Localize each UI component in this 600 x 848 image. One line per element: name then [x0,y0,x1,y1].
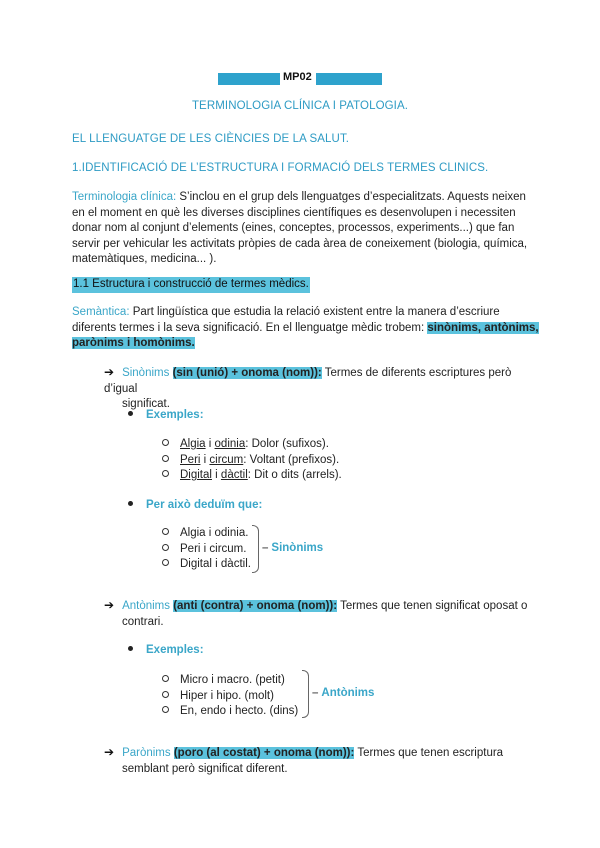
list-item: Algia i odinia: Dolor (sufixos). [162,437,342,453]
document-title: TERMINOLOGIA CLÍNICA I PATOLOGIA. [191,100,409,112]
semantica-highlight-1: sinònims, antònims, [427,321,539,334]
list-item [162,557,251,573]
semantica-paragraph [72,305,542,352]
header-bar-left [218,73,280,85]
intro-line-4: servir per vehicular les activitats pròpies de cada àrea de coneixement (biologia, química, [72,237,528,250]
antonims-item [104,598,534,630]
antonims-examples-label-row [128,643,204,659]
sinonims-deduce-list [162,526,251,573]
example-term-a: Peri [180,453,201,466]
filled-bullet-icon [128,501,133,506]
sinonims-brace-label: – Sinònims [262,542,324,554]
list-item [162,704,298,720]
intro-line-1: S’inclou en el grup dels llenguatges d’especialitzats. Aquests neixen [179,191,526,203]
semantica-label: Semàntica: [72,306,130,318]
semantica-line-1: Part lingüística que estudia la relació existent entre la manera d’escriure [132,306,500,318]
sinonims-examples-list [162,437,342,484]
list-item: Peri i circum: Voltant (prefixos). [162,453,342,469]
sinonims-deduce-label: Per això deduïm que: [146,499,263,511]
example-term-a: Algia [180,438,206,450]
hollow-circle-icon [162,439,169,446]
paronims-def-2: semblant però significat diferent. [122,762,288,775]
hollow-circle-icon [162,559,169,566]
list-item [162,689,298,705]
right-arrow-icon: ➔ [104,745,115,759]
sinonims-def-1: Termes de diferents escriptures però d’igual [104,367,512,395]
semantica-highlight-2: parònims i homònims. [72,337,195,349]
subsection-heading [72,162,488,174]
list-item-text: Algia i odinia. [180,527,249,539]
intro-label: Terminologia clínica: [72,191,177,203]
example-term-a: Digital [180,469,212,481]
list-item-text: Hiper i hipo. (molt) [180,689,274,702]
hollow-circle-icon [162,706,169,713]
sinonims-brace-text: Sinònims [271,542,324,554]
semantica-line-2: diferents termes i la seva significació. En el llenguatge mèdic trobem: [72,321,425,334]
example-desc: : Dit o dits (arrels). [247,469,342,481]
paronims-def-1: Termes que tenen escriptura [357,747,504,759]
sinonims-etymology: (sin (unió) + onoma (nom)): [172,367,322,379]
right-arrow-icon: ➔ [104,598,115,612]
example-term-b: dàctil [220,469,248,481]
list-item-text: En, endo i hecto. (dins) [180,705,299,717]
intro-paragraph [72,190,532,268]
list-item-text: Digital i dàctil. [180,558,251,570]
filled-bullet-icon [128,646,133,651]
sinonims-examples-label-row [128,408,204,424]
hollow-circle-icon [162,544,169,551]
sinonims-examples-label: Exemples: [146,409,204,421]
list-item [162,526,251,542]
example-term-b: circum [209,453,244,466]
section-1-1-heading: 1.1 Estructura i construcció de termes mèdics. [72,277,310,293]
sinonims-item [104,365,534,413]
header-bar-right [316,73,382,85]
list-item: Digital i dàctil: Dit o dits (arrels). [162,468,342,484]
example-term-b: odinia [214,438,246,450]
paronims-name: Parònims [122,747,171,759]
intro-line-2: en el moment en què les diverses disciplines científiques es desenvolupen i necessiten [72,206,516,219]
example-desc: : Dolor (sufixos). [245,438,329,450]
hollow-circle-icon [162,691,169,698]
right-arrow-icon: ➔ [104,365,115,379]
list-item [162,542,251,558]
antonims-etymology: (anti (contra) + onoma (nom)): [173,600,338,612]
antonims-examples-label: Exemples: [146,644,204,656]
hollow-circle-icon [162,675,169,682]
hollow-circle-icon [162,528,169,535]
list-item-text: Peri i circum. [180,542,247,555]
antonims-name: Antònims [122,600,170,612]
hollow-circle-icon [162,455,169,462]
course-code: MP02 [283,71,312,83]
hollow-circle-icon [162,470,169,477]
subsection-heading-text: 1.IDENTIFICACIÓ DE L’ESTRUCTURA I FORMACIÓ DELS TERMES CLINICS. [72,162,489,174]
filled-bullet-icon [128,411,133,416]
antonims-brace-label: – Antònims [312,687,375,699]
sinonims-deduce-label-row [128,498,262,514]
list-item-text: Micro i macro. (petit) [180,674,285,686]
paronims-etymology: (poro (al costat) + onoma (nom)): [173,747,355,759]
sinonims-brace [252,525,259,573]
list-item [162,673,298,689]
intro-line-3: donar nom al conjunt d’elements (eines, conceptes, processos, experiments...) que fan [72,222,515,234]
antonims-list [162,673,298,720]
example-desc: : Voltant (prefixos). [243,453,340,466]
antonims-brace-text: Antònims [321,687,375,699]
intro-line-5: matemàtiques, medicina... ). [72,253,217,265]
section-heading: EL LLENGUATGE DE LES CIÈNCIES DE LA SALUT. [72,133,350,145]
antonims-def-2: contrari. [122,615,164,628]
antonims-brace [302,670,309,718]
sinonims-name: Sinònims [122,367,170,379]
paronims-item [104,745,534,777]
sinonims-def-2: significat. [122,398,170,410]
antonims-def-1: Termes que tenen significat oposat o [340,600,528,612]
